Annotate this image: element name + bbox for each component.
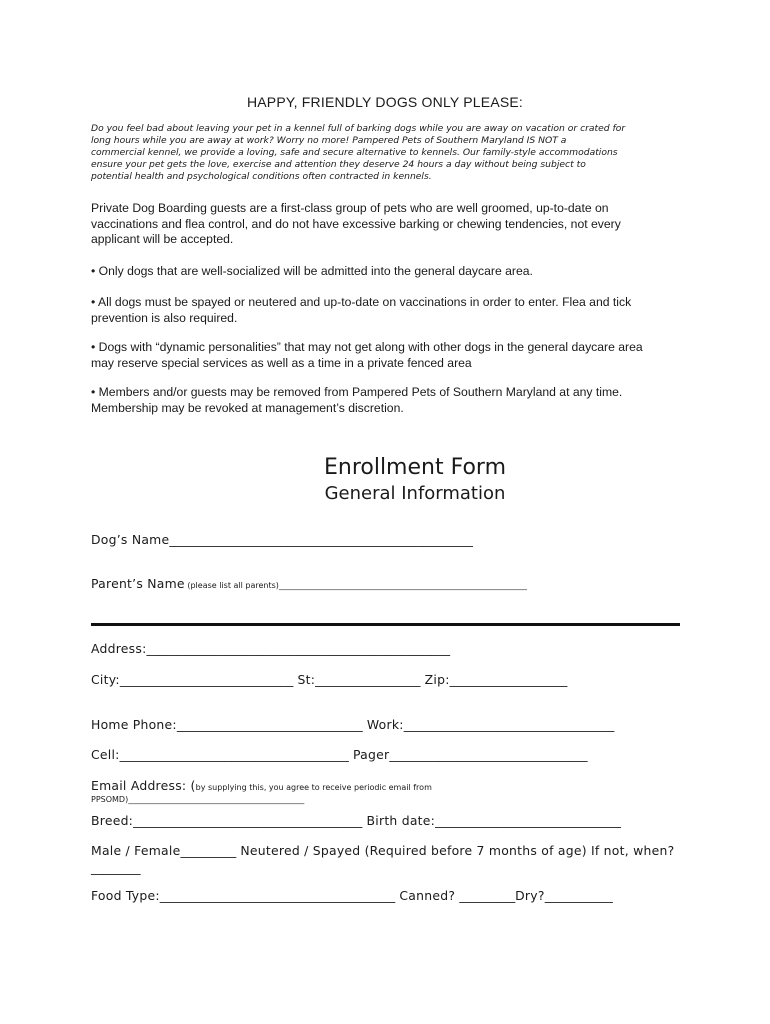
policy-paragraph xyxy=(91,201,621,248)
sex-label: Male / Female xyxy=(91,843,181,858)
email-row xyxy=(91,778,432,793)
food-type-label: Food Type: xyxy=(91,888,160,903)
breed-label: Breed: xyxy=(91,813,134,828)
form-subtitle: General Information xyxy=(324,483,506,504)
parents-name-note: (please list all parents) xyxy=(184,581,279,590)
sex-neutered-row xyxy=(91,843,674,858)
home-phone-label: Home Phone: xyxy=(91,717,177,732)
email-label: Email Address: ( xyxy=(91,778,196,793)
policy-line: applicant will be accepted. xyxy=(91,232,234,246)
policy-line: • Dogs with “dynamic personalities” that may not get along with other dogs in the general daycare area xyxy=(91,340,643,354)
dogs-name-field[interactable]: _________________________________________________ xyxy=(169,532,473,547)
birth-date-label: Birth date: xyxy=(362,813,436,828)
address-label: Address: xyxy=(91,641,147,656)
policy-bullet-spayed xyxy=(91,295,631,326)
section-divider xyxy=(91,623,680,626)
intro-line: long hours while you are away at work? Worry no more! Pampered Pets of Southern Maryland IS NOT a xyxy=(91,135,567,146)
food-row xyxy=(91,888,613,903)
intro-line: potential health and psychological conditions often contracted in kennels. xyxy=(91,171,432,182)
neutered-when-field[interactable]: ________ xyxy=(91,860,141,875)
work-phone-field[interactable]: __________________________________ xyxy=(403,717,615,732)
work-phone-label: Work: xyxy=(362,717,404,732)
email-consent-note: by supplying this, you agree to receive periodic email from xyxy=(195,783,432,792)
policy-bullet-dynamic xyxy=(91,340,643,371)
cell-label: Cell: xyxy=(91,747,120,762)
page-heading: HAPPY, FRIENDLY DOGS ONLY PLEASE: xyxy=(246,94,524,110)
zip-label: Zip: xyxy=(420,672,450,687)
city-label: City: xyxy=(91,672,120,687)
phone-row xyxy=(91,717,614,732)
cell-field[interactable]: _____________________________________ xyxy=(119,747,349,762)
cell-pager-row xyxy=(91,747,588,762)
policy-bullet-socialized xyxy=(91,264,533,280)
policy-line: Private Dog Boarding guests are a first-class group of pets who are well groomed, up-to-date on xyxy=(91,201,609,215)
email-field[interactable]: PPSOMD)____________________________________________ xyxy=(91,795,305,804)
policy-line: Membership may be revoked at management’s discretion. xyxy=(91,400,404,415)
sex-field[interactable]: _________ xyxy=(180,843,237,858)
policy-bullet-membership xyxy=(91,385,622,416)
city-state-zip-row xyxy=(91,672,567,687)
canned-label: Canned? xyxy=(395,888,460,903)
form-title: Enrollment Form xyxy=(323,455,507,480)
state-field[interactable]: _________________ xyxy=(315,672,421,687)
policy-line: • Only dogs that are well-socialized will be admitted into the general daycare area. xyxy=(91,264,533,278)
zip-field[interactable]: ___________________ xyxy=(449,672,568,687)
intro-paragraph xyxy=(91,123,691,183)
policy-line: • Members and/or guests may be removed from Pampered Pets of Southern Maryland at any time. xyxy=(91,385,623,399)
breed-row xyxy=(91,813,621,828)
address-field[interactable]: _________________________________________________ xyxy=(146,641,451,656)
policy-line: prevention is also required. xyxy=(91,310,238,325)
intro-line: ensure your pet gets the love, exercise and attention they deserve 24 hours a day without being subject to xyxy=(91,159,586,170)
city-field[interactable]: ____________________________ xyxy=(119,672,294,687)
birth-date-field[interactable]: ______________________________ xyxy=(435,813,621,828)
state-label: St: xyxy=(293,672,316,687)
parents-name-label: Parent’s Name xyxy=(91,576,185,591)
policy-line: vaccinations and flea control, and do not have excessive barking or chewing tendencies, not every xyxy=(91,216,621,231)
pager-field[interactable]: ________________________________ xyxy=(389,747,588,762)
breed-field[interactable]: _____________________________________ xyxy=(133,813,363,828)
dogs-name-row xyxy=(91,532,473,547)
parents-name-field[interactable]: ______________________________________________________________ xyxy=(278,581,527,590)
intro-line: Do you feel bad about leaving your pet in a kennel full of barking dogs while you are away on vacation or crated for xyxy=(91,123,626,134)
parents-name-row xyxy=(91,576,527,591)
intro-line: commercial kennel, we provide a loving, safe and secure alternative to kennels. Our family-style accommodations xyxy=(91,147,618,158)
address-row xyxy=(91,641,450,656)
policy-line: may reserve special services as well as a time in a private fenced area xyxy=(91,355,472,370)
food-type-field[interactable]: ______________________________________ xyxy=(159,888,396,903)
canned-field[interactable]: _________ xyxy=(459,888,516,903)
dogs-name-label: Dog’s Name xyxy=(91,532,170,547)
home-phone-field[interactable]: ______________________________ xyxy=(176,717,363,732)
neutered-label: Neutered / Spayed (Required before 7 months of age) If not, when? xyxy=(236,843,675,858)
pager-label: Pager xyxy=(348,747,390,762)
dry-label: Dry? xyxy=(515,888,545,903)
dry-field[interactable]: ___________ xyxy=(544,888,613,903)
policy-line: • All dogs must be spayed or neutered and up-to-date on vaccinations in order to enter. Flea and tick xyxy=(91,295,632,309)
